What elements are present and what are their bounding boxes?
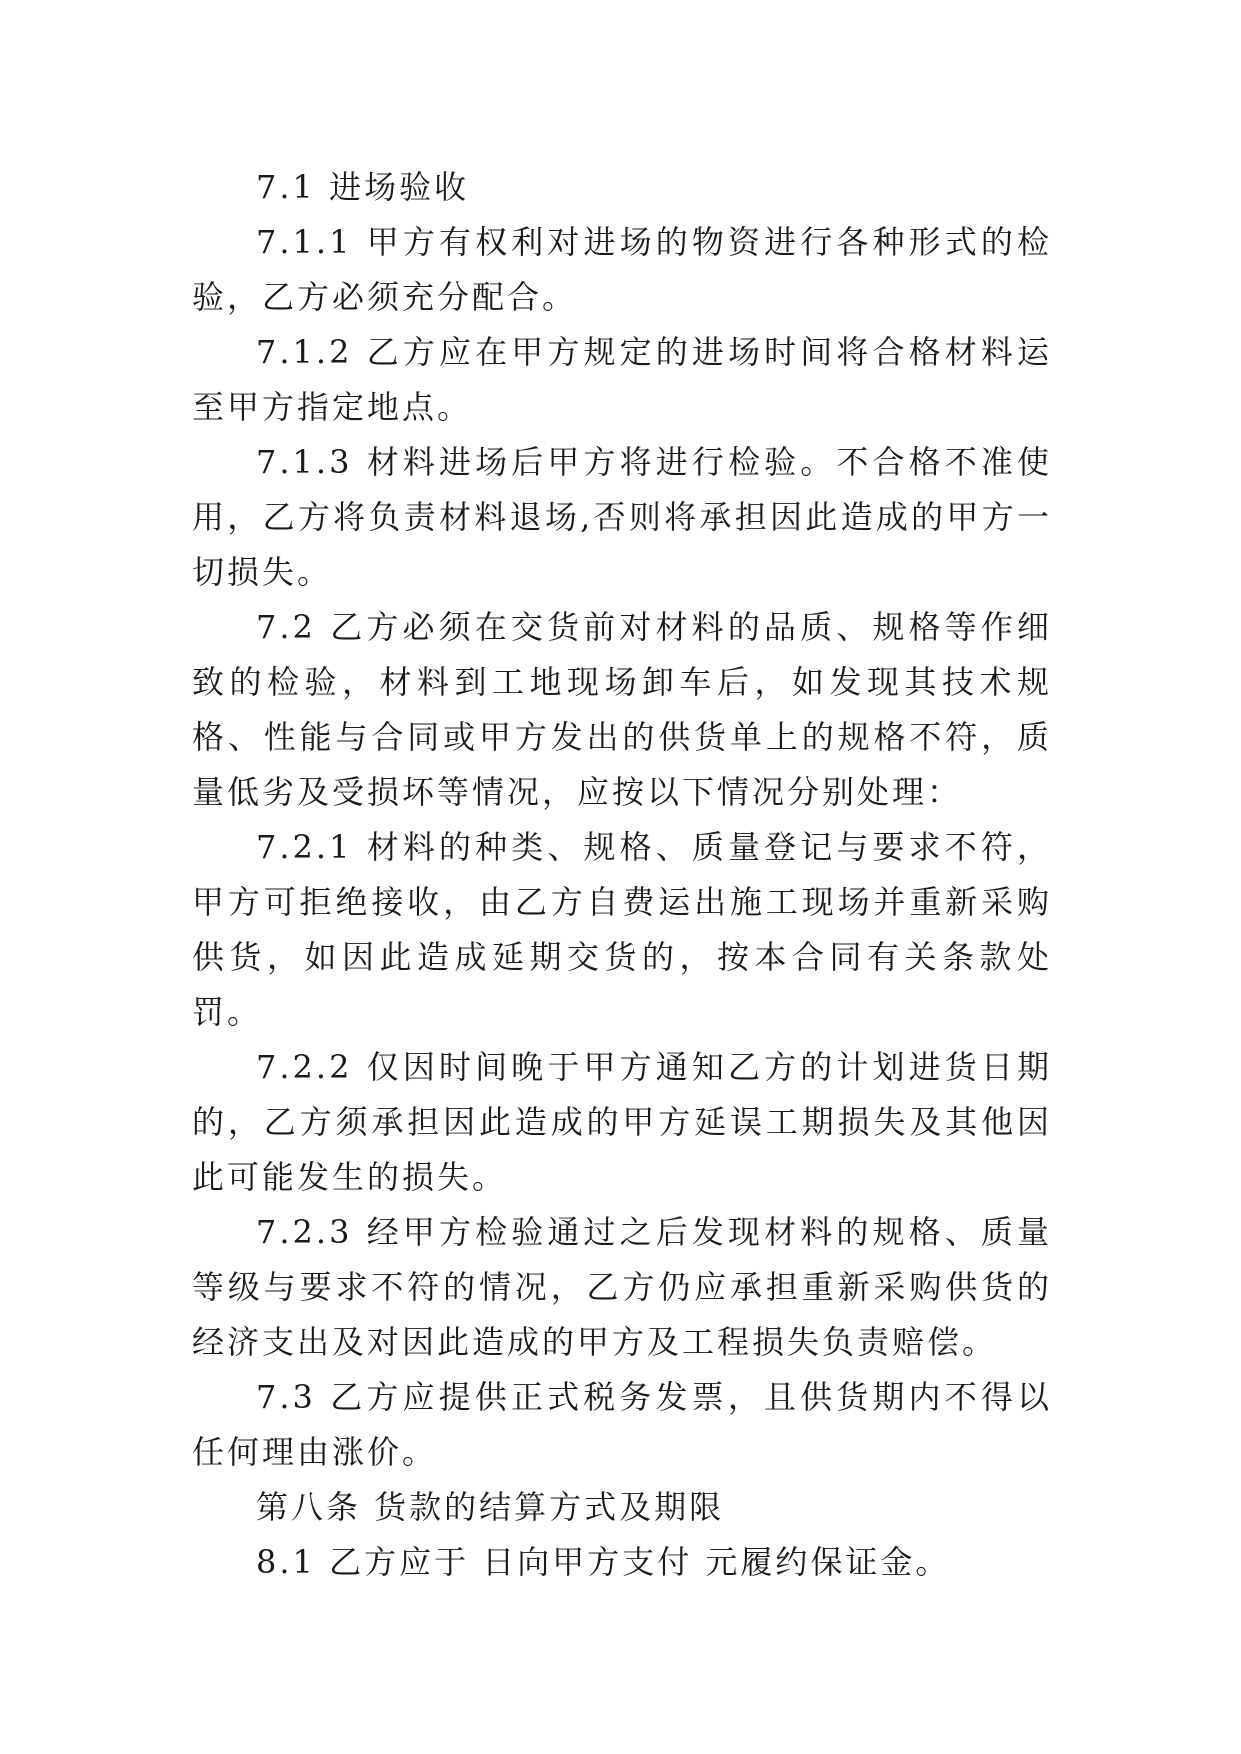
clause-7-2-1: 7.2.1 材料的种类、规格、质量登记与要求不符，甲方可拒绝接收，由乙方自费运出施工现场并重新采购供货，如因此造成延期交货的，按本合同有关条款处罚。 <box>192 828 1052 1031</box>
clause-7-1-1: 7.1.1 甲方有权利对进场的物资进行各种形式的检验，乙方必须充分配合。 <box>192 223 1052 316</box>
section-heading-7-1: 7.1 进场验收 <box>256 168 470 206</box>
clause-7-2: 7.2 乙方必须在交货前对材料的品质、规格等作细致的检验，材料到工地现场卸车后，如发现其技术规格、性能与合同或甲方发出的供货单上的规格不符，质量低劣及受损坏等情况，应按以下情况分别处理： <box>192 608 1052 811</box>
clause-7-1-2: 7.1.2 乙方应在甲方规定的进场时间将合格材料运至甲方指定地点。 <box>192 333 1052 426</box>
clause-7-2-3: 7.2.3 经甲方检验通过之后发现材料的规格、质量等级与要求不符的情况，乙方仍应承担重新采购供货的经济支出及对因此造成的甲方及工程损失负责赔偿。 <box>192 1213 1052 1361</box>
clause-7-2-2: 7.2.2 仅因时间晚于甲方通知乙方的计划进货日期的，乙方须承担因此造成的甲方延误工期损失及其他因此可能发生的损失。 <box>192 1048 1052 1196</box>
document-body <box>192 160 1052 1590</box>
clause-7-3: 7.3 乙方应提供正式税务发票，且供货期内不得以任何理由涨价。 <box>192 1378 1052 1471</box>
article-8-heading: 第八条 货款的结算方式及期限 <box>256 1488 725 1526</box>
clause-7-1-3: 7.1.3 材料进场后甲方将进行检验。不合格不准使用，乙方将负责材料退场,否则将承担因此造成的甲方一切损失。 <box>192 443 1052 591</box>
clause-8-1: 8.1 乙方应于 日向甲方支付 元履约保证金。 <box>256 1543 951 1581</box>
